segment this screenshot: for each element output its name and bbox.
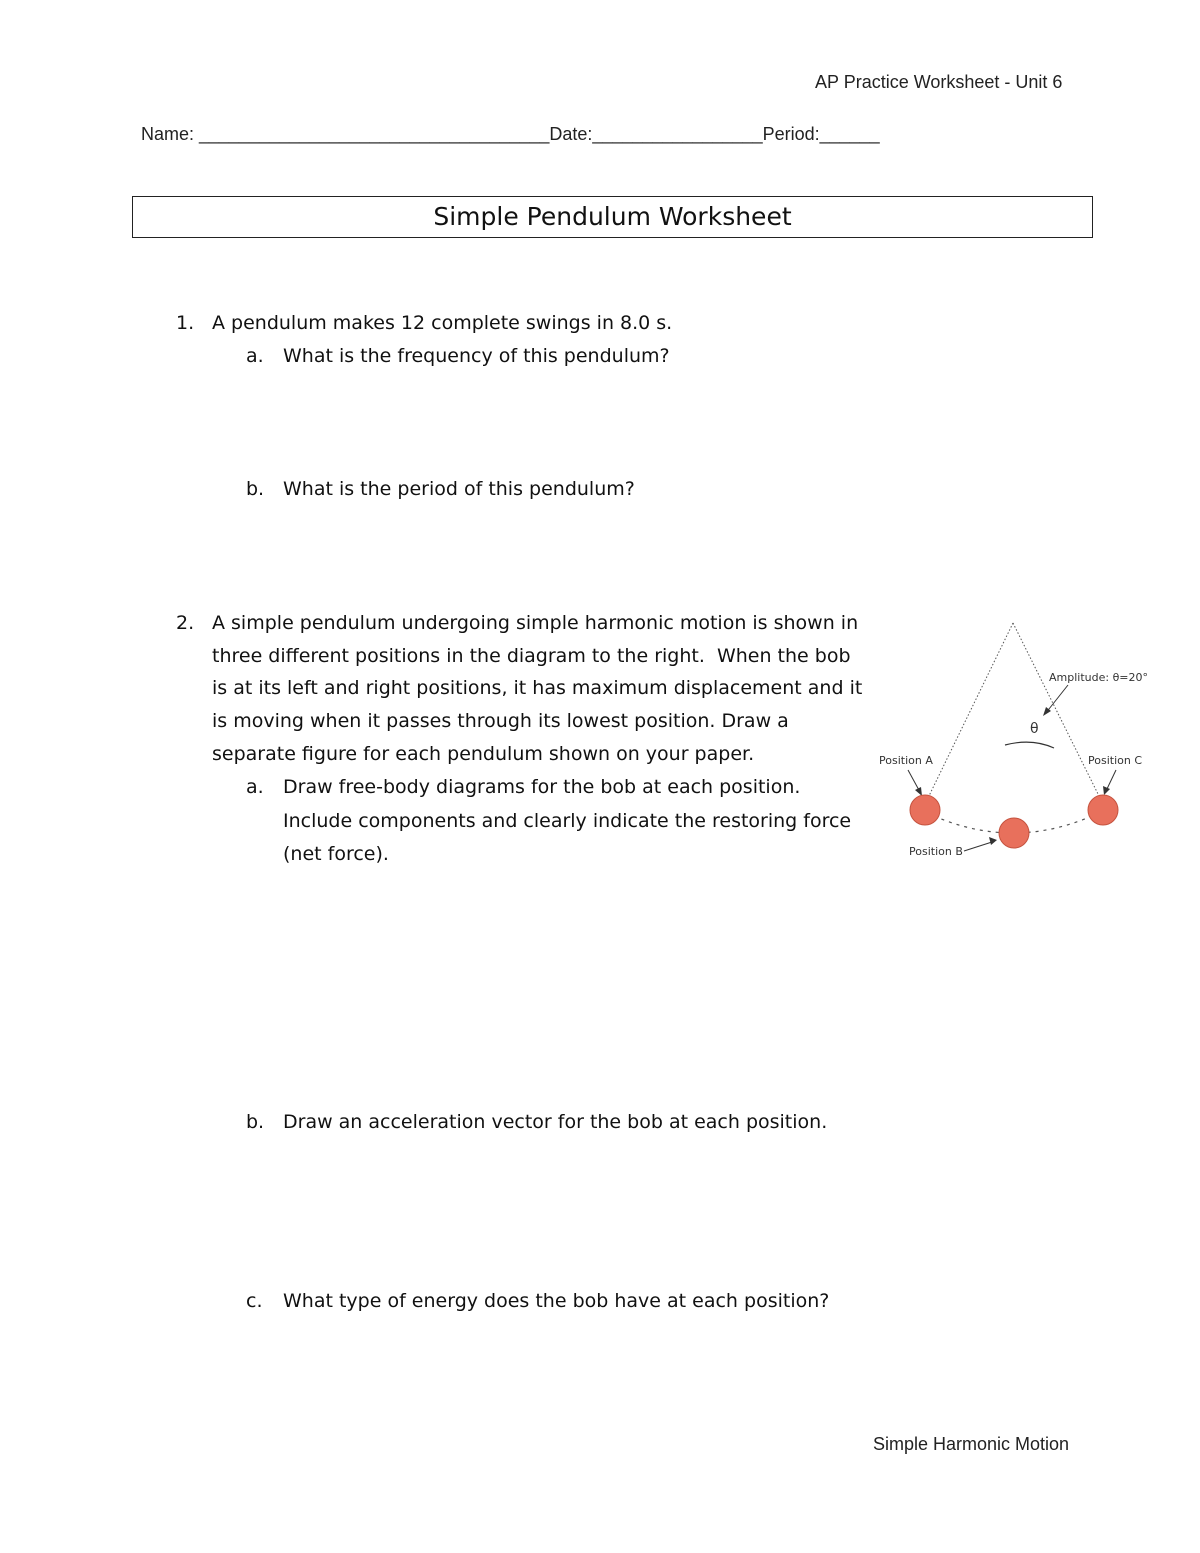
theta-arc — [1005, 742, 1054, 748]
string-right — [1013, 623, 1101, 800]
name-date-period-line: Name: ___________________________________Date:_________________Period:______ — [141, 124, 880, 144]
q1a-text: What is the frequency of this pendulum? — [283, 345, 670, 367]
q2-line: separate figure for each pendulum shown on your paper. — [212, 743, 755, 765]
page-title: Simple Pendulum Worksheet — [433, 202, 792, 231]
string-left — [927, 623, 1013, 800]
position-c-label: Position C — [1088, 754, 1143, 767]
q2-line: A simple pendulum undergoing simple harmonic motion is shown in — [212, 612, 859, 634]
q1-number: 1. — [176, 312, 195, 334]
bob-position-a — [910, 795, 940, 825]
amplitude-label: Amplitude: θ=20° — [1049, 671, 1149, 684]
q2-line: is moving when it passes through its lowest position. Draw a — [212, 710, 789, 732]
q2a-line: Draw free-body diagrams for the bob at each position. — [283, 776, 801, 798]
q2-number: 2. — [176, 612, 195, 634]
q2c-letter: c. — [246, 1290, 263, 1312]
q2b-text: Draw an acceleration vector for the bob at each position. — [283, 1111, 828, 1133]
position-c-arrow — [1106, 770, 1116, 791]
header-unit: AP Practice Worksheet - Unit 6 — [815, 72, 1063, 92]
q1a-letter: a. — [246, 345, 264, 367]
theta-label: θ — [1030, 721, 1039, 737]
title-box — [132, 196, 1093, 238]
bob-position-b — [999, 818, 1029, 848]
q2a-line: (net force). — [283, 843, 389, 865]
bob-position-c — [1088, 795, 1118, 825]
q1-text: A pendulum makes 12 complete swings in 8.0 s. — [212, 312, 673, 334]
q2c-text: What type of energy does the bob have at each position? — [283, 1290, 830, 1312]
position-b-arrow — [964, 842, 992, 851]
q2-line: is at its left and right positions, it has maximum displacement and it — [212, 677, 863, 699]
q2b-letter: b. — [246, 1111, 265, 1133]
q1b-text: What is the period of this pendulum? — [283, 478, 635, 500]
footer-topic: Simple Harmonic Motion — [873, 1434, 1070, 1454]
pendulum-diagram — [872, 610, 1162, 880]
q2a-line: Include components and clearly indicate the restoring force — [283, 810, 852, 832]
position-b-label: Position B — [909, 845, 963, 858]
position-a-label: Position A — [879, 754, 933, 767]
q2-line: three different positions in the diagram to the right. When the bob — [212, 645, 851, 667]
q1b-letter: b. — [246, 478, 265, 500]
q2a-letter: a. — [246, 776, 264, 798]
